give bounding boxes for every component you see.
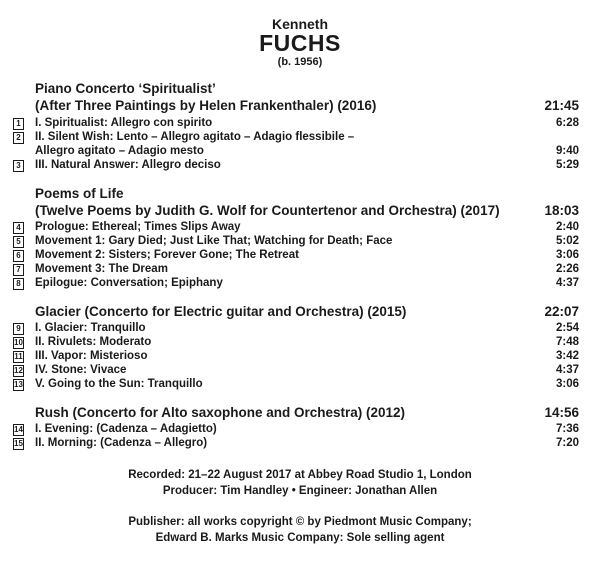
track-row xyxy=(0,322,600,337)
track-number: 12 xyxy=(14,366,23,375)
track-row xyxy=(0,249,600,264)
track-number: 10 xyxy=(14,338,23,347)
work-duration: 21:45 xyxy=(544,98,579,113)
track-title: Prologue: Ethereal; Times Slips Away xyxy=(35,221,241,233)
track-duration: 3:42 xyxy=(555,350,579,362)
work-title: Piano Concerto ‘Spiritualist’ xyxy=(35,81,216,96)
track-row xyxy=(0,437,600,452)
track-duration: 6:28 xyxy=(555,117,579,129)
track-number: 1 xyxy=(13,118,24,130)
work-subtitle: (Twelve Poems by Judith G. Wolf for Countertenor and Orchestra) (2017) xyxy=(35,203,500,218)
track-title: I. Glacier: Tranquillo xyxy=(35,322,146,334)
track-row xyxy=(0,364,600,379)
track-title: II. Rivulets: Moderato xyxy=(35,336,152,348)
track-row xyxy=(0,263,600,278)
track-title: Movement 1: Gary Died; Just Like That; Watching for Death; Face xyxy=(35,235,393,247)
work-duration: 14:56 xyxy=(544,405,579,420)
track-title: I. Spiritualist: Allegro con spirito xyxy=(35,117,213,129)
track-row xyxy=(0,378,600,393)
publisher-credit: Publisher: all works copyright © by Piedmont Music Company; xyxy=(128,516,472,528)
track-duration: 7:48 xyxy=(555,336,579,348)
track-row-continued xyxy=(0,145,600,160)
composer-dates: (b. 1956) xyxy=(277,56,323,68)
track-duration: 5:02 xyxy=(555,235,579,247)
track-number: 8 xyxy=(13,278,24,290)
composer-first-name: Kenneth xyxy=(272,16,328,32)
track-duration: 7:36 xyxy=(555,423,579,435)
track-duration: 4:37 xyxy=(555,277,579,289)
track-duration: 2:26 xyxy=(555,263,579,275)
track-number: 14 xyxy=(14,425,23,434)
track-number: 5 xyxy=(13,236,24,248)
work-subtitle: (After Three Paintings by Helen Frankenthaler) (2016) xyxy=(35,98,377,113)
work-duration: 18:03 xyxy=(544,203,579,218)
track-duration: 2:40 xyxy=(555,221,579,233)
track-row xyxy=(0,131,600,146)
track-duration: 3:06 xyxy=(555,378,579,390)
track-row xyxy=(0,277,600,292)
track-duration: 9:40 xyxy=(555,145,579,157)
track-number: 4 xyxy=(13,222,24,234)
track-row xyxy=(0,235,600,250)
work-title: Poems of Life xyxy=(35,186,124,201)
track-number: 7 xyxy=(13,264,24,276)
track-number: 9 xyxy=(13,323,24,335)
work-duration: 22:07 xyxy=(544,304,579,319)
track-duration: 4:37 xyxy=(555,364,579,376)
track-title-continued: Allegro agitato – Adagio mesto xyxy=(35,145,204,157)
track-duration: 5:29 xyxy=(555,159,579,171)
composer-last-name: FUCHS xyxy=(259,30,341,56)
track-title: II. Silent Wish: Lento – Allegro agitato – Adagio flessibile – xyxy=(35,131,355,143)
track-row xyxy=(0,336,600,351)
track-number: 13 xyxy=(14,380,23,389)
track-number: 3 xyxy=(13,160,24,172)
track-row xyxy=(0,117,600,132)
track-duration: 3:06 xyxy=(555,249,579,261)
selling-agent-credit: Edward B. Marks Music Company: Sole selling agent xyxy=(155,532,445,544)
track-number: 15 xyxy=(14,439,23,448)
track-title: V. Going to the Sun: Tranquillo xyxy=(35,378,203,390)
track-row xyxy=(0,423,600,438)
track-duration: 2:54 xyxy=(555,322,579,334)
track-row xyxy=(0,350,600,365)
track-title: Movement 2: Sisters; Forever Gone; The Retreat xyxy=(35,249,299,261)
track-duration: 7:20 xyxy=(555,437,579,449)
track-number: 6 xyxy=(13,250,24,262)
work-title: Rush (Concerto for Alto saxophone and Orchestra) (2012) xyxy=(35,405,406,420)
work-title: Glacier (Concerto for Electric guitar and Orchestra) (2015) xyxy=(35,304,407,319)
track-title: I. Evening: (Cadenza – Adagietto) xyxy=(35,423,217,435)
track-title: III. Vapor: Misterioso xyxy=(35,350,148,362)
track-number: 11 xyxy=(14,352,23,361)
track-row xyxy=(0,159,600,174)
track-title: IV. Stone: Vivace xyxy=(35,364,127,376)
track-title: II. Morning: (Cadenza – Allegro) xyxy=(35,437,208,449)
producer-credit: Producer: Tim Handley • Engineer: Jonathan Allen xyxy=(162,485,438,497)
track-title: Movement 3: The Dream xyxy=(35,263,168,275)
track-title: III. Natural Answer: Allegro deciso xyxy=(35,159,221,171)
track-row xyxy=(0,221,600,236)
track-title: Epilogue: Conversation; Epiphany xyxy=(35,277,223,289)
recording-credit: Recorded: 21–22 August 2017 at Abbey Road Studio 1, London xyxy=(128,469,472,481)
track-number: 2 xyxy=(13,132,24,144)
